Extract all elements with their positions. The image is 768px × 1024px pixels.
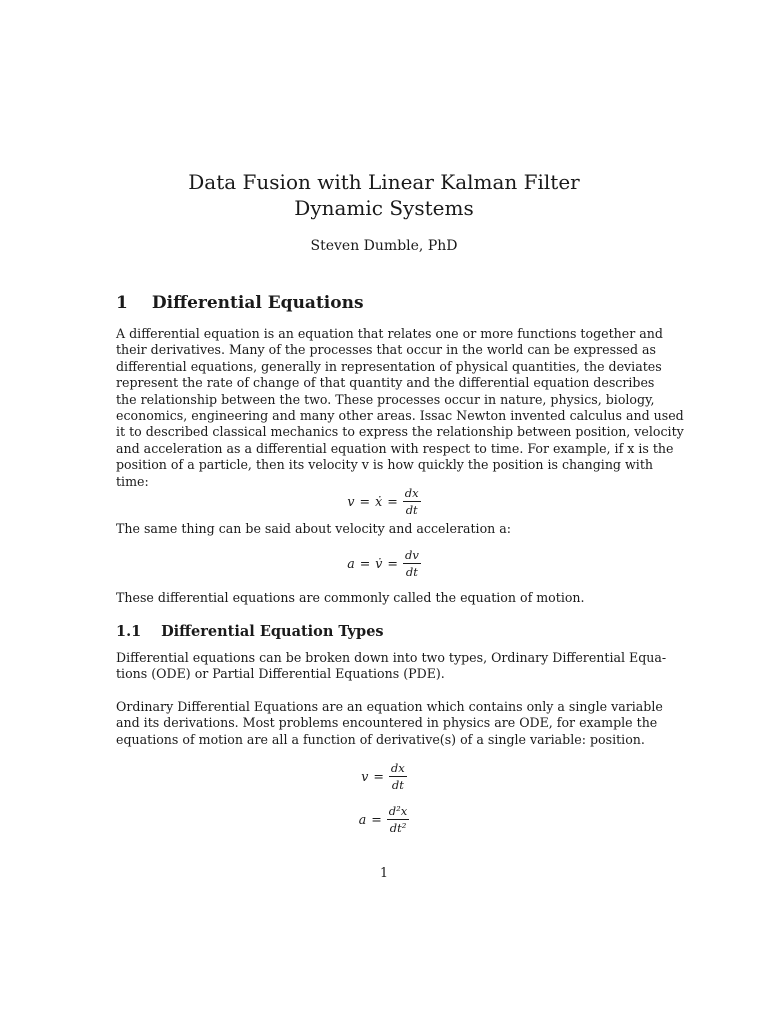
paragraph-line: Ordinary Differential Equations are an equation which contains only a single variable (116, 699, 663, 714)
fraction-numerator: dv (404, 548, 419, 562)
subsection-title: Differential Equation Types (161, 623, 384, 640)
fraction-numerator: d²x (388, 804, 408, 818)
paragraph-line: position of a particle, then its velocity v is how quickly the position is changing with (116, 457, 653, 473)
equation-ode-velocity: v = $\frac{dx}{dt}$ (361, 761, 405, 792)
equation-lhs: v (347, 494, 355, 509)
section-number: 1 (116, 293, 128, 313)
paragraph-intro (116, 326, 684, 490)
paragraph-line: it to described classical mechanics to express the relationship between position, velocity (116, 424, 684, 440)
paragraph-line: Differential equations can be broken down into two types, Ordinary Differential Equa- (116, 650, 667, 665)
paragraph-line: their derivatives. Many of the processes that occur in the world can be expressed as (116, 342, 657, 358)
author-name: Steven Dumble, PhD (310, 238, 458, 254)
title-line-1: Data Fusion with Linear Kalman Filter (188, 170, 580, 194)
title-line-2: Dynamic Systems (294, 196, 474, 220)
paragraph-line: differential equations, generally in representation of physical quantities, the deviates (116, 358, 662, 374)
fraction-denominator: dt (405, 565, 418, 579)
paragraph-ode (116, 699, 663, 748)
paragraph-equation-of-motion (116, 590, 653, 606)
subsection-heading-1-1 (116, 622, 656, 642)
paragraph-line: the relationship between the two. These processes occur in nature, physics, biology, (116, 391, 655, 407)
subsection-number: 1.1 (116, 623, 142, 640)
equation-lhs: a (347, 556, 355, 571)
fraction-denominator: dt (391, 778, 404, 792)
fraction-denominator: dt (405, 503, 418, 517)
fraction (403, 486, 421, 517)
equation-velocity: v = ẋ = $\frac{dx}{dt}$ (347, 486, 419, 517)
paragraph-acceleration (116, 521, 653, 537)
paragraph-line: represent the rate of change of that quantity and the differential equation describes (116, 375, 655, 391)
paragraph-line: The same thing can be said about velocity and acceleration a: (116, 521, 512, 536)
equation-lhs: v (361, 769, 369, 784)
fraction (389, 761, 407, 792)
fraction-denominator: dt² (389, 821, 407, 835)
paragraph-line: These differential equations are commonly called the equation of motion. (116, 590, 585, 605)
paragraph-line: tions (ODE) or Partial Differential Equations (PDE). (116, 666, 445, 682)
section-title: Differential Equations (151, 293, 364, 313)
fraction-numerator: dx (404, 486, 419, 500)
paragraph-line: time: (116, 473, 149, 489)
equation-lhs: a (358, 812, 367, 827)
document-title (0, 169, 768, 221)
paragraph-line: A differential equation is an equation that relates one or more functions together and (116, 326, 663, 341)
equation-dot-term: v̇ (375, 556, 383, 571)
paragraph-line: and acceleration as a differential equation with respect to time. For example, if x is the (116, 440, 674, 456)
paragraph-types (116, 650, 667, 683)
paragraph-line: equations of motion are all a function of derivative(s) of a single variable: position. (116, 731, 645, 747)
equation-ode-acceleration: a = $\frac{\text{d²x}}{\text{dt²}}$ (358, 804, 408, 835)
equation-acceleration: a = v̇ = $\frac{dv}{dt}$ (347, 548, 419, 579)
page-number: 1 (379, 865, 388, 880)
equation-dot-term: ẋ (375, 494, 383, 509)
fraction (387, 804, 409, 835)
paragraph-line: economics, engineering and many other areas. Issac Newton invented calculus and used (116, 408, 684, 424)
fraction (403, 548, 421, 579)
section-heading-1 (116, 292, 656, 314)
paragraph-line: and its derivations. Most problems encountered in physics are ODE, for example the (116, 715, 658, 731)
fraction-numerator: dx (390, 761, 405, 775)
